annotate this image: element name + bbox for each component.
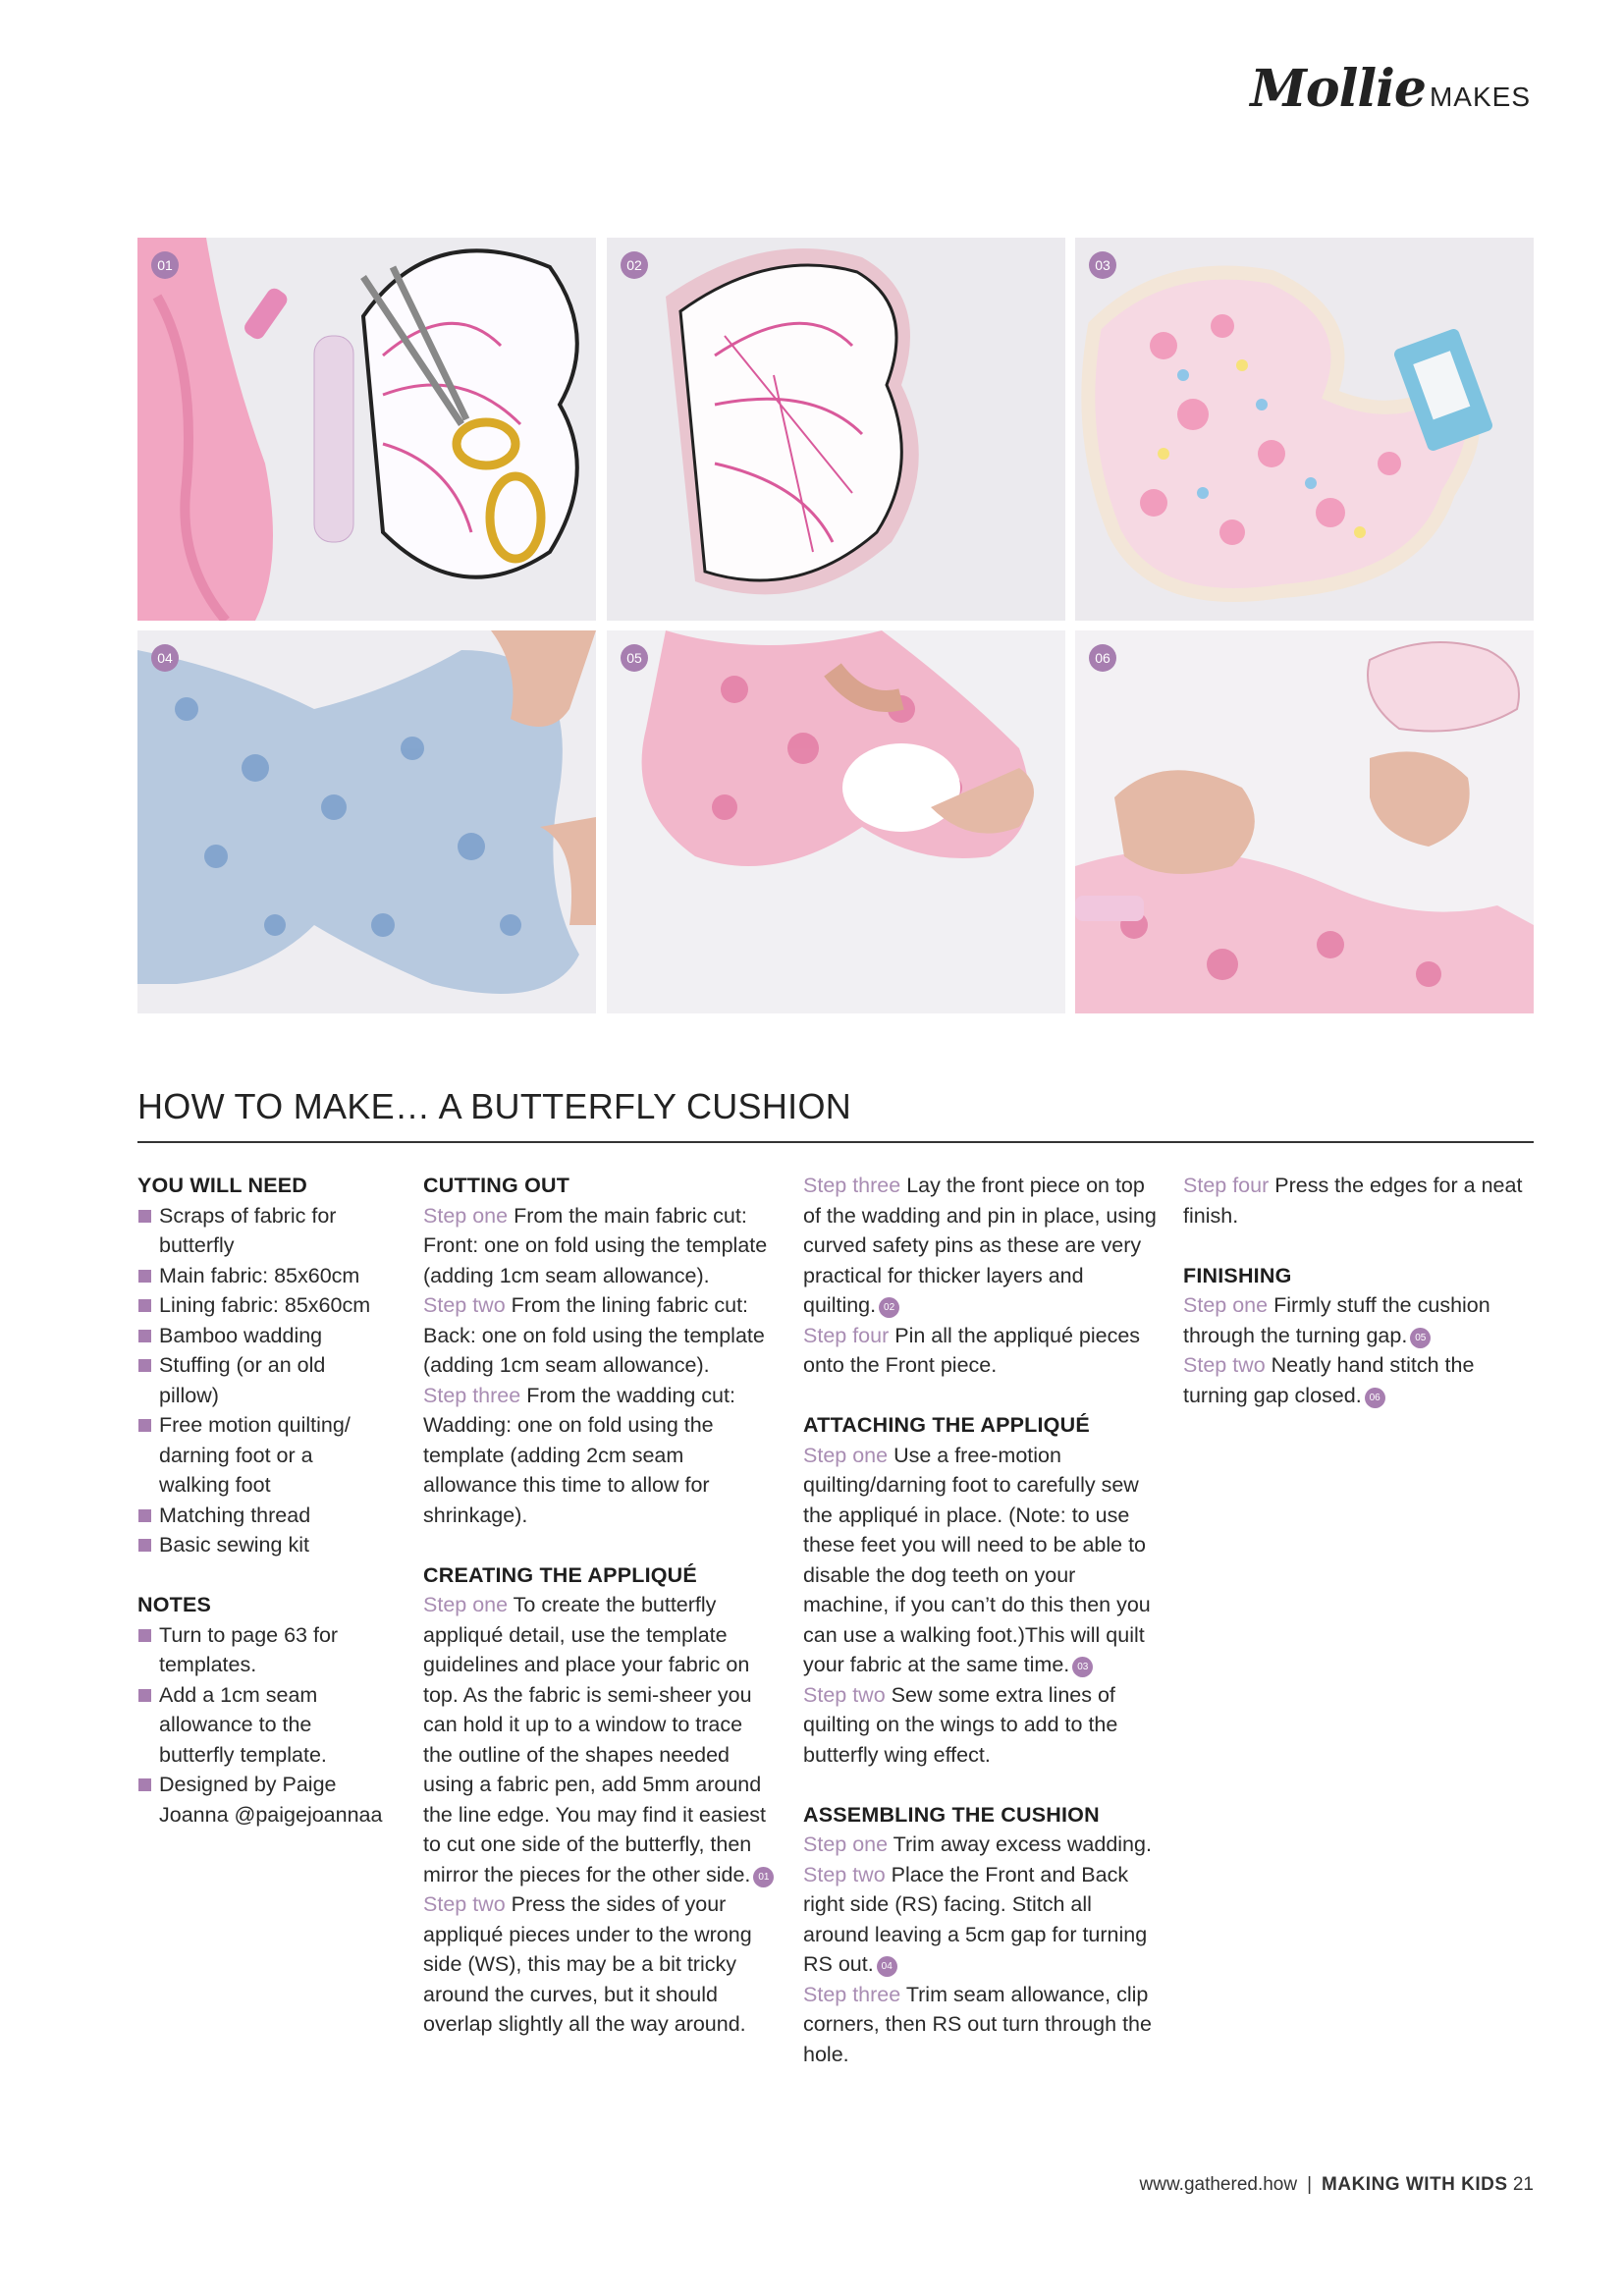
step-label: Step four [1183,1174,1270,1197]
step-text: Neatly hand stitch the turning gap closed. [1183,1353,1475,1407]
step-label: Step one [803,1832,889,1856]
notes-item: Add a 1cm seam allowance to the butterfly template. [137,1680,383,1771]
step-text: Place the Front and Back right side (RS) facing. Stitch all around leaving a 5cm gap for turning RS out. [803,1862,1148,1976]
needs-item: Main fabric: 85x60cm [137,1261,383,1291]
photo-number-6: 06 [1089,644,1116,672]
step-text: Trim seam allowance, clip corners, then RS out turn through the hole. [803,1982,1152,2066]
finishing-heading: FINISHING [1183,1263,1292,1287]
step-label: Step three [423,1383,521,1407]
assembling-heading: ASSEMBLING THE CUSHION [803,1802,1100,1827]
step-photo-grid [137,238,1534,1009]
needs-item: Matching thread [137,1501,383,1531]
brand-logo [1250,59,1531,119]
needs-item: Bamboo wadding [137,1321,383,1351]
photo-number-4: 04 [151,644,179,672]
step-text: Pin all the appliqué pieces onto the Front piece. [803,1323,1141,1377]
column-applique [803,1171,1157,2069]
finishing-step-1 [1183,1290,1534,1350]
step-bold: Wadding [423,1413,507,1437]
column-finishing [1183,1171,1534,1410]
brand-makes: MAKES [1429,82,1531,112]
step-text: Use a free-motion quilting/darning foot to carefully sew the appliqué in place. (Note: to use these feet you will need to be able to disable the dog teeth on your machine, if you can’t do this then you can use a walking foot.)This will quilt your fabric at the same time. [803,1443,1151,1676]
step-label: Step one [423,1593,509,1616]
notes-item: Designed by Paige Joanna @paigejoannaa [137,1770,383,1830]
step-text: Press the edges for a neat finish. [1183,1174,1523,1228]
column-needs [137,1171,383,1830]
page-title: HOW TO MAKE… A BUTTERFLY CUSHION [137,1086,1534,1143]
finishing-step-2 [1183,1350,1534,1410]
page-number: 21 [1512,2174,1534,2195]
step-text: : one on fold using the template (adding 2cm seam allowance this time to allow for shrinkage). [423,1413,714,1527]
photo-3-illustration [1075,238,1534,621]
step-text: From the lining fabric cut: [511,1293,749,1317]
step-photo-6 [1075,630,1534,1013]
cutting-step-2 [423,1290,777,1381]
attaching-heading: ATTACHING THE APPLIQUÉ [803,1413,1090,1437]
attaching-step-2 [803,1680,1157,1771]
photo-1-illustration [137,238,596,621]
footer-separator: | [1307,2174,1313,2195]
step-text: Press the sides of your appliqué pieces under to the wrong side (WS), this may be a bit tricky around the curves, but it should overlap slightly all the way around. [423,1892,752,2036]
photo-number-1: 01 [151,251,179,279]
needs-item: Lining fabric: 85x60cm [137,1290,383,1321]
step-label: Step two [423,1892,506,1916]
photo-ref-badge: 03 [1072,1657,1093,1677]
photo-ref-badge: 04 [877,1956,897,1977]
photo-ref-badge: 01 [753,1867,774,1887]
photo-4-illustration [137,630,596,1013]
notes-item: Turn to page 63 for templates. [137,1620,383,1680]
creating-step-3 [803,1171,1157,1321]
step-text: From the main fabric cut: [514,1203,747,1228]
notes-heading: NOTES [137,1593,212,1616]
step-label: Step one [803,1443,889,1467]
step-label: Step one [423,1203,509,1228]
photo-ref-badge: 05 [1410,1328,1431,1348]
photo-ref-badge: 02 [879,1297,899,1318]
attaching-step-1 [803,1441,1157,1680]
step-text: Trim away excess wadding. [893,1832,1152,1856]
step-bold: Front [423,1233,473,1257]
photo-ref-badge: 06 [1365,1388,1385,1408]
footer-url[interactable]: www.gathered.how [1139,2174,1298,2195]
step-label: Step one [1183,1293,1269,1317]
cutting-step-1 [423,1201,777,1291]
photo-number-2: 02 [621,251,648,279]
creating-step-2 [423,1889,777,2040]
step-label: Step three [803,1982,901,2006]
step-text: Sew some extra lines of quilting on the wings to add to the butterfly wing effect. [803,1682,1118,1767]
step-bold: Back [423,1323,470,1347]
step-text: : one on fold using the template (adding 1cm seam allowance). [423,1233,768,1287]
step-label: Step two [803,1862,886,1886]
creating-step-4 [803,1321,1157,1381]
page-footer [1140,2174,1534,2196]
step-photo-3 [1075,238,1534,621]
step-label: Step four [803,1323,890,1347]
needs-item: Basic sewing kit [137,1530,383,1560]
photo-number-5: 05 [621,644,648,672]
step-photo-1 [137,238,596,621]
cutting-step-3 [423,1381,777,1531]
assembling-step-2 [803,1860,1157,1980]
assembling-step-3 [803,1980,1157,2070]
step-label: Step two [1183,1353,1266,1377]
step-photo-4 [137,630,596,1013]
step-photo-2 [607,238,1065,621]
footer-section: MAKING WITH KIDS [1322,2174,1508,2195]
creating-step-1 [423,1590,777,1889]
cutting-out-heading: CUTTING OUT [423,1174,570,1197]
brand-script: Mollie [1250,59,1426,119]
needs-list [137,1201,383,1560]
creating-heading: CREATING THE APPLIQUÉ [423,1562,697,1587]
step-text: : one on fold using the template (adding 1cm seam allowance). [423,1323,765,1377]
step-text: Lay the front piece on top of the wadding and pin in place, using curved safety pins as these are very practical for thicker layers and quilting. [803,1174,1157,1317]
assembling-step-1 [803,1830,1157,1860]
column-cutting-creating [423,1171,777,2040]
needs-item: Scraps of fabric for butterfly [137,1201,383,1261]
assembling-step-4 [1183,1171,1534,1230]
step-label: Step two [803,1682,886,1707]
step-text: Firmly stuff the cushion through the turning gap. [1183,1293,1490,1347]
needs-item: Stuffing (or an old pillow) [137,1350,383,1410]
photo-5-illustration [607,630,1065,1013]
needs-item: Free motion quilting/ darning foot or a walking foot [137,1410,383,1501]
notes-list [137,1620,383,1831]
step-text: From the wadding cut: [526,1383,735,1407]
photo-6-illustration [1075,630,1534,1013]
step-label: Step three [803,1174,901,1197]
photo-number-3: 03 [1089,251,1116,279]
step-text: To create the butterfly appliqué detail, use the template guidelines and place your fabric on top. As the fabric is semi-sheer you can hold it up to a window to trace the outline of the shapes needed using a fabric pen, add 5mm around the line edge. You may find it easiest to cut one side of the butterfly, then mirror the pieces for the other side. [423,1593,767,1886]
you-will-need-heading: YOU WILL NEED [137,1174,308,1197]
step-photo-5 [607,630,1065,1013]
step-label: Step two [423,1293,506,1317]
photo-2-illustration [607,238,1065,621]
